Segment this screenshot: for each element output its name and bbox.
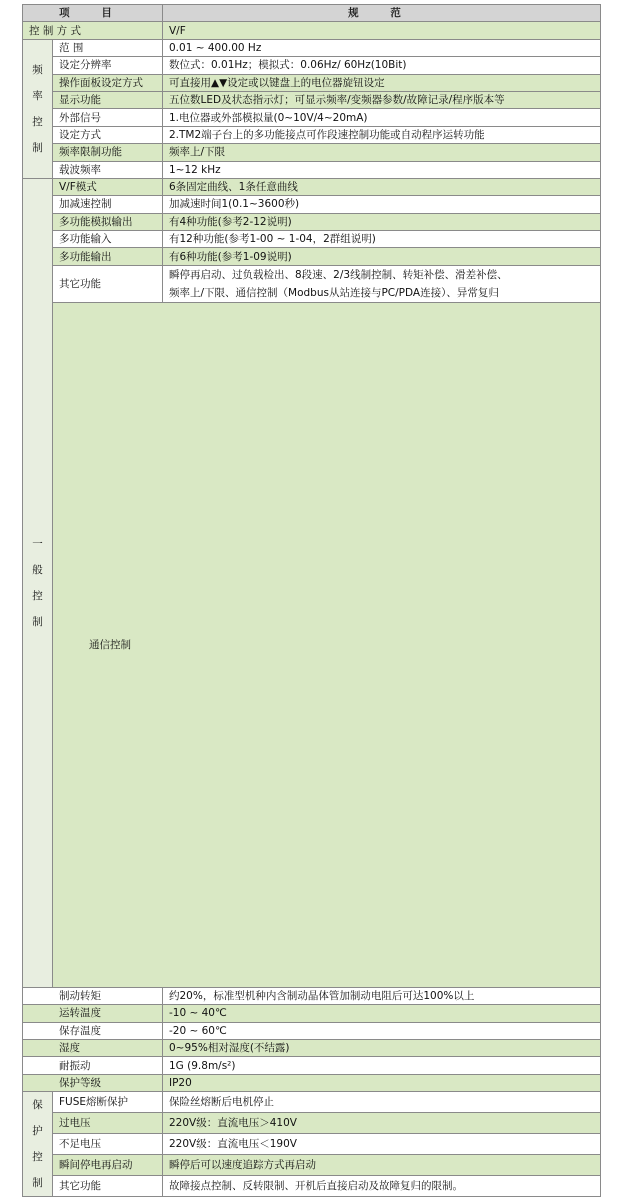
row-label: 制动转矩 [23, 987, 163, 1004]
row-label: 过电压 [53, 1113, 163, 1134]
row-label: 控 制 方 式 [23, 22, 163, 39]
row-value: 保险丝熔断后电机停止 [163, 1092, 601, 1113]
table-row [23, 231, 601, 248]
row-value: 瞬停后可以速度追踪方式再启动 [163, 1155, 601, 1176]
row-value: 1.电位器或外部模拟量(0~10V/4~20mA) [163, 109, 601, 126]
row-value: 2.TM2端子台上的多功能接点可作段速控制功能或自动程序运转功能 [163, 126, 601, 143]
table-row [23, 302, 601, 987]
table-row [23, 144, 601, 161]
row-value: -20 ~ 60℃ [163, 1022, 601, 1039]
table-row [23, 1176, 601, 1197]
row-label: 耐振动 [23, 1057, 163, 1074]
row-label: 瞬间停电再启动 [53, 1155, 163, 1176]
table-row [23, 1022, 601, 1039]
row-label: 不足电压 [53, 1134, 163, 1155]
row-value: 可直接用▲▼设定或以键盘上的电位器旋钮设定 [163, 74, 601, 91]
row-label: 频率限制功能 [53, 144, 163, 161]
category-protect-control: 保护控制 [23, 1092, 53, 1197]
row-value: 加减速时间1(0.1~3600秒) [163, 196, 601, 213]
table-row [23, 22, 601, 39]
table-row [23, 265, 601, 302]
row-value: IP20 [163, 1074, 601, 1091]
table-row [23, 196, 601, 213]
row-value: 220V级：直流电压＞410V [163, 1113, 601, 1134]
row-label: 加减速控制 [53, 196, 163, 213]
row-value: 频率上/下限 [163, 144, 601, 161]
row-label: 多功能模拟输出 [53, 213, 163, 230]
table-row [23, 1113, 601, 1134]
row-value: 数位式：0.01Hz；模拟式：0.06Hz/ 60Hz(10Bit) [163, 57, 601, 74]
row-label: 载波频率 [53, 161, 163, 178]
row-value: 0.01 ~ 400.00 Hz [163, 39, 601, 56]
row-value: 0~95%相对湿度(不结露) [163, 1040, 601, 1057]
row-label: 显示功能 [53, 91, 163, 108]
row-label: 湿度 [23, 1040, 163, 1057]
table-row [23, 1155, 601, 1176]
table-row [23, 178, 601, 195]
table-row [23, 91, 601, 108]
row-value-line: 瞬停再启动、过负载检出、8段速、2/3线制控制、转矩补偿、滑差补偿、 [169, 268, 508, 281]
row-label: FUSE熔断保护 [53, 1092, 163, 1113]
row-value: 有6种功能(参考1-09说明) [163, 248, 601, 265]
table-row [23, 1134, 601, 1155]
row-label: 范 围 [53, 39, 163, 56]
row-value: 1~12 kHz [163, 161, 601, 178]
row-value: 220V级：直流电压＜190V [163, 1134, 601, 1155]
row-label: 其它功能 [53, 265, 163, 302]
row-value: 有12种功能(参考1-00 ~ 1-04，2群组说明) [163, 231, 601, 248]
table-row [23, 1092, 601, 1113]
row-value: 有4种功能(参考2-12说明) [163, 213, 601, 230]
row-label: 通信控制 [53, 302, 601, 987]
table-row [23, 39, 601, 56]
row-label: 操作面板设定方式 [53, 74, 163, 91]
row-label: 运转温度 [23, 1005, 163, 1022]
table-row [23, 987, 601, 1004]
row-label: 保护等级 [23, 1074, 163, 1091]
row-label: 多功能输入 [53, 231, 163, 248]
row-value-multiline [163, 265, 601, 302]
table-row [23, 161, 601, 178]
row-label: V/F模式 [53, 178, 163, 195]
row-label: 设定分辨率 [53, 57, 163, 74]
row-value: 五位数LED及状态指示灯；可显示频率/变频器参数/故障记录/程序版本等 [163, 91, 601, 108]
table-row [23, 57, 601, 74]
row-value: 约20%，标准型机种内含制动晶体管加制动电阻后可达100%以上 [163, 987, 601, 1004]
row-value: 故障接点控制、反转限制、开机后直接启动及故障复归的限制。 [163, 1176, 601, 1197]
table-row [23, 1074, 601, 1091]
table-row [23, 74, 601, 91]
spec-table [22, 4, 601, 1197]
row-value-line: 频率上/下限、通信控制（Modbus从站连接与PC/PDA连接）、异常复归 [169, 286, 499, 299]
row-label: 设定方式 [53, 126, 163, 143]
category-general-control: 一般控制 [23, 178, 53, 987]
table-row [23, 248, 601, 265]
table-row [23, 1040, 601, 1057]
table-row [23, 1057, 601, 1074]
row-label: 外部信号 [53, 109, 163, 126]
table-row [23, 1005, 601, 1022]
table-row [23, 213, 601, 230]
table-row [23, 109, 601, 126]
row-value: 6条固定曲线、1条任意曲线 [163, 178, 601, 195]
row-value: 1G (9.8m/s²) [163, 1057, 601, 1074]
row-value: -10 ~ 40℃ [163, 1005, 601, 1022]
row-value: V/F [163, 22, 601, 39]
header-item: 项 目 [23, 5, 163, 22]
row-label: 多功能输出 [53, 248, 163, 265]
header-spec: 规 范 [163, 5, 601, 22]
table-header-row [23, 5, 601, 22]
category-freq-control: 频率控制 [23, 39, 53, 178]
row-label: 保存温度 [23, 1022, 163, 1039]
row-label: 其它功能 [53, 1176, 163, 1197]
table-row [23, 126, 601, 143]
